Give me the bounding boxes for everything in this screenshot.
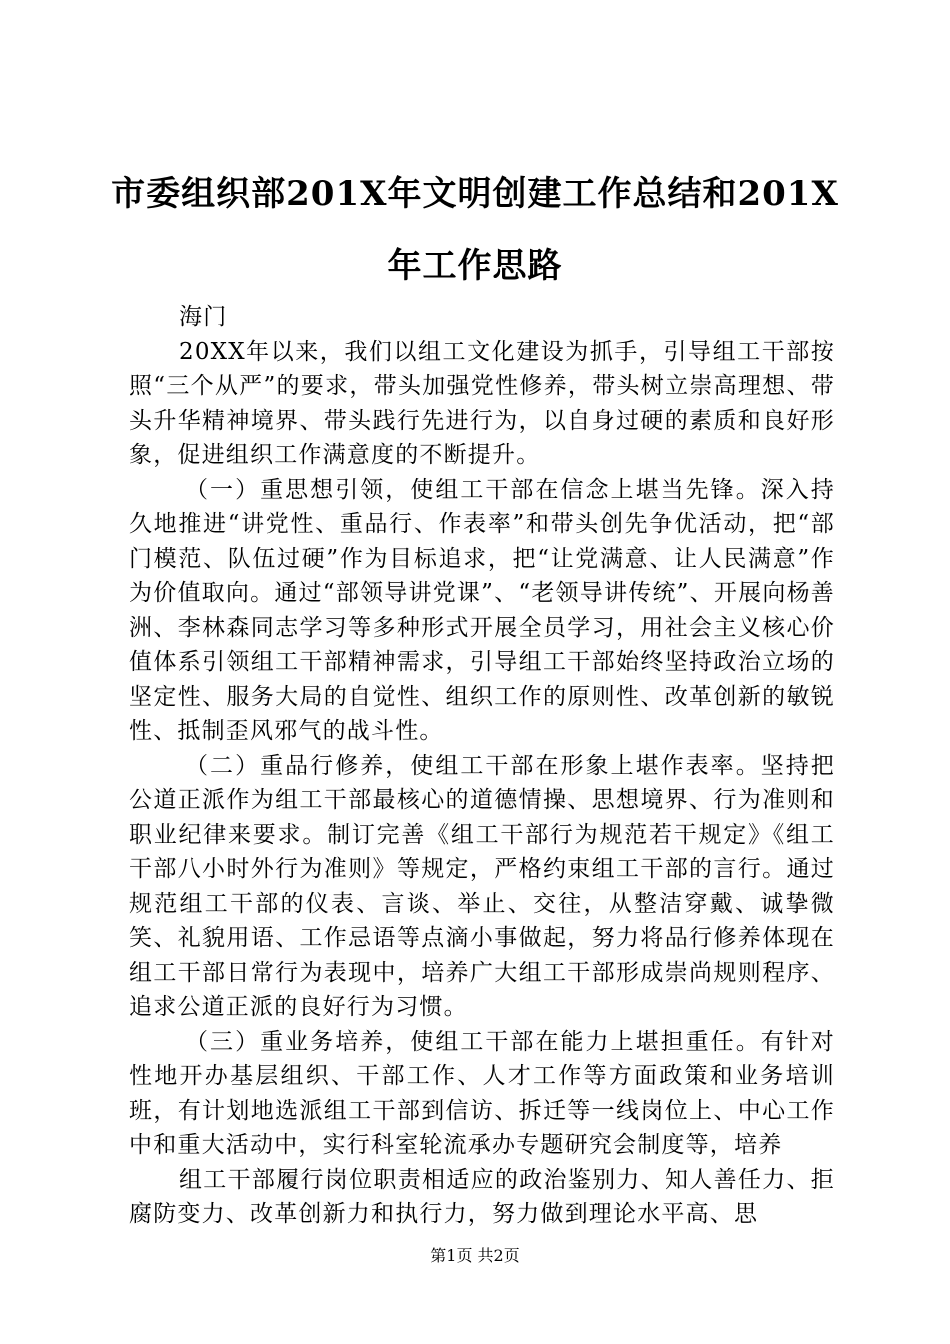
document-body — [129, 300, 835, 1232]
page-number-footer: 第1页 共2页 — [430, 1246, 520, 1265]
paragraph-section-2: （二）重品行修养，使组工干部在形象上堪作表率。坚持把公道正派作为组工干部最核心的道德情操、思想境界、行为准则和职业纪律来要求。制订完善《组工干部行为规范若干规定》《组工干部八小时外行为准则》等规定，严格约束组工干部的言行。通过规范组工干部的仪表、言谈、举止、交往，从整洁穿戴、诚挚微笑、礼貌用语、工作忌语等点滴小事做起，努力将品行修养体现在组工干部日常行为表现中，培养广大组工干部形成崇尚规则程序、追求公道正派的良好行为习惯。 — [129, 752, 835, 1020]
author-line: 海门 — [179, 304, 228, 330]
paragraph-section-3: （三）重业务培养，使组工干部在能力上堪担重任。有针对性地开办基层组织、干部工作、人才工作等方面政策和业务培训班，有计划地选派组工干部到信访、拆迁等一线岗位上、中心工作中和重大活动中，实行科室轮流承办专题研究会制度等，培养 — [129, 1028, 835, 1158]
document-title: 市委组织部201X年文明创建工作总结和201X年工作思路 — [111, 174, 839, 286]
paragraph-section-1: （一）重思想引领，使组工干部在信念上堪当先锋。深入持久地推进“讲党性、重品行、作表率”和带头创先争优活动，把“部门模范、队伍过硬”作为目标追求，把“让党满意、让人民满意”作为价值取向。通过“部领导讲党课”、“老领导讲传统”、开展向杨善洲、李林森同志学习等多种形式开展全员学习，用社会主义核心价值体系引领组工干部精神需求，引导组工干部始终坚持政治立场的坚定性、服务大局的自觉性、组织工作的原则性、改革创新的敏锐性、抵制歪风邪气的战斗性。 — [129, 476, 835, 744]
paragraph-intro: 20XX年以来，我们以组工文化建设为抓手，引导组工干部按照“三个从严”的要求，带头加强党性修养，带头树立崇高理想、带头升华精神境界、带头践行先进行为，以自身过硬的素质和良好形象，促进组织工作满意度的不断提升。 — [129, 338, 835, 468]
paragraph-continuation: 组工干部履行岗位职责相适应的政治鉴别力、知人善任力、拒腐防变力、改革创新力和执行力，努力做到理论水平高、思 — [129, 1166, 835, 1227]
